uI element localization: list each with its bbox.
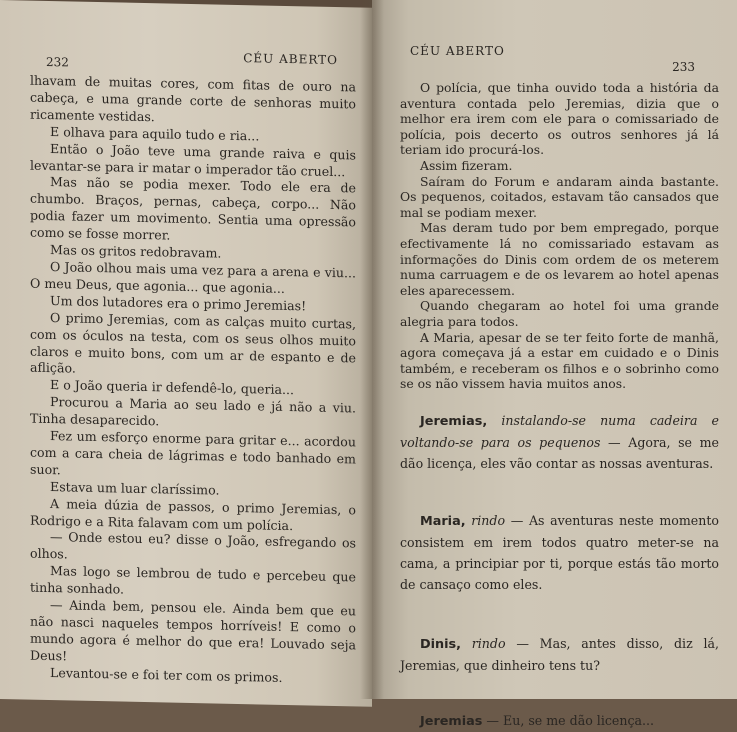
paragraph: Então o João teve uma grande raiva e quis levantar-se para ir matar o imperador tão cruel... [30, 140, 356, 179]
paragraph: O primo Jeremias, com as calças muito curtas, com os óculos na testa, com os seus olhos muito claros e muito bons, com um ar de espanto e de aflição. [30, 309, 356, 376]
paragraph: Levantou-se e foi ter com os primos. [50, 664, 283, 685]
paragraph: Saíram do Forum e andaram ainda bastante. Os pequenos, coitados, estavam tão cansados que mal se podiam mexer. [400, 173, 719, 220]
stage-direction: rindo [471, 512, 506, 528]
speaker-name: Jeremias, [420, 413, 488, 429]
left-page [0, 0, 372, 707]
paragraph: Procurou a Maria ao seu lado e já não a viu. Tinha desaparecido. [30, 394, 356, 429]
paragraph: Mas não se podia mexer. Todo ele era de chumbo. Braços, pernas, cabeça, corpo... Não podia fazer um movimento. Sentia uma opressão como se fosse morrer. [30, 174, 356, 243]
dialogue-line-jeremias: Jeremias, instalando-se numa cadeira e voltando-se para os pequenos — Agora, se me dão licença, eles vão contar as nossas aventuras. [400, 412, 719, 471]
paragraph: — Onde estou eu? disse o João, esfregando os olhos. [30, 529, 356, 562]
right-page-number: 233 [672, 60, 695, 74]
paragraph: Mas logo se lembrou de tudo e percebeu que tinha sonhado. [30, 563, 356, 597]
dialogue-line-maria: Maria, rindo — As aventuras neste momento consistem em irem todos quatro meter-se na cama, a principiar por ti, porque estás tão morto de cansaço como eles. [400, 512, 719, 592]
stage-direction: rindo [471, 635, 506, 651]
paragraph: O polícia, que tinha ouvido toda a história da aventura contada pelo Jeremias, dizia que o melhor era irem com ele para o comissariado de polícia, pois decerto os outros senhores já lá teriam ido procurá-los. [400, 80, 719, 158]
speech: Mas, antes disso, diz lá, Jeremias, que dinheiro tens tu? [400, 635, 720, 673]
left-page-number: 232 [46, 54, 69, 70]
paragraph: A Maria, apesar de se ter feito forte de manhã, agora começava já a estar em cuidado e o Dinis também, e receberam os filhos e o sobrinho como se os não vissem havia muitos anos. [400, 329, 719, 392]
right-page-header [400, 44, 719, 74]
speaker-name: Jeremias [420, 713, 483, 729]
paragraph: Assim fizeram. [420, 157, 513, 173]
paragraph: Quando chegaram ao hotel foi uma grande alegria para todos. [400, 298, 719, 329]
paragraph: O João olhou mais uma vez para a arena e viu... O meu Deus, que agonia... que agonia... [30, 259, 356, 296]
paragraph: E olhava para aquilo tudo e ria... [50, 123, 260, 144]
right-running-head: CÉU ABERTO [410, 44, 505, 58]
right-page [372, 0, 737, 729]
paragraph: Mas os gritos redobravam. [50, 242, 222, 261]
paragraph: A meia dúzia de passos, o primo Jeremias, o Rodrigo e a Rita falavam com um polícia. [30, 495, 356, 533]
speech: As aventuras neste momento consistem em irem todos quatro meter-se na cama, a principiar por ti, porque estás tão morto de cansaço como eles. [400, 512, 719, 592]
dialogue-line-jeremias-2: Jeremias — Eu, se me dão licença... [420, 712, 655, 729]
dialogue-line-dinis: Dinis, rindo — Mas, antes disso, diz lá, Jeremias, que dinheiro tens tu? [400, 635, 720, 673]
speech: Agora, se me dão licença, eles vão contar as nossas aventuras. [400, 434, 719, 471]
paragraph: Estava um luar claríssimo. [50, 478, 220, 498]
paragraph: Mas deram tudo por bem empregado, porque efectivamente lá no comissariado estavam as informações do Dinis com ordem de os meterem numa carruagem e de os levarem ao hotel apenas eles aparecessem. [400, 220, 719, 298]
speech: Eu, se me dão licença... [503, 712, 655, 728]
left-running-head: CÉU ABERTO [243, 51, 338, 68]
right-page-text [400, 80, 719, 392]
paragraph: lhavam de muitas cores, com fitas de ouro na cabeça, e uma grande corte de senhoras muito ricamente vestidas. [30, 72, 356, 125]
stage-direction: instalando-se numa cadeira e voltando-se para os pequenos [400, 412, 719, 450]
speaker-name: Maria, [420, 513, 466, 529]
left-page-text [30, 73, 356, 688]
paragraph: Um dos lutadores era o primo Jeremias! [50, 292, 307, 314]
paragraph: E o João queria ir defendê-lo, queria... [50, 377, 295, 398]
paragraph: — Ainda bem, pensou ele. Ainda bem que eu não nasci naqueles tempos horríveis! E como o mundo agora é melhor do que era! Louvado seja Deus! [30, 597, 356, 664]
speaker-name: Dinis, [420, 636, 461, 652]
paragraph: Fez um esforço enorme para gritar e... acordou com a cara cheia de lágrimas e todo banhado em suor. [30, 428, 356, 478]
